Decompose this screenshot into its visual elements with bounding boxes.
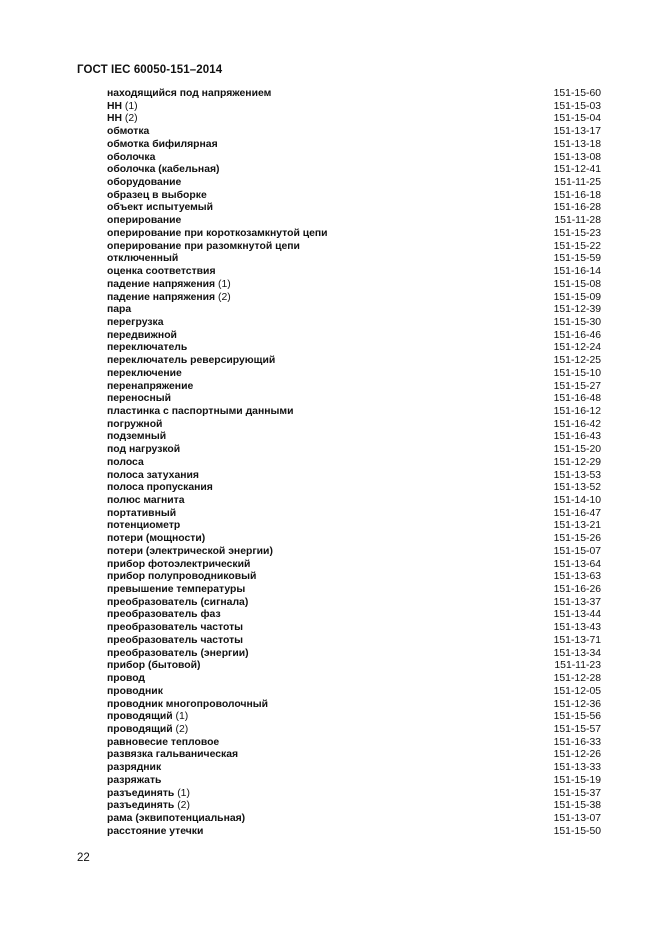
index-term <box>107 813 245 826</box>
index-entry <box>107 533 601 546</box>
index-term <box>107 775 161 788</box>
index-entry <box>107 495 601 508</box>
term-code: 151-13-53 <box>553 469 601 481</box>
index-term <box>107 215 181 228</box>
term-code: 151-16-46 <box>553 329 601 341</box>
term-code: 151-13-34 <box>553 647 601 659</box>
index-term <box>107 177 181 190</box>
term-text: портативный <box>107 507 177 519</box>
term-code: 151-11-25 <box>554 177 601 189</box>
index-term <box>107 317 164 330</box>
index-term <box>107 788 190 801</box>
term-text: разъединять <box>107 800 175 812</box>
term-text: преобразователь (энергии) <box>107 647 249 659</box>
index-entry <box>107 444 601 457</box>
term-code: 151-15-30 <box>553 316 601 328</box>
index-entry <box>107 355 601 368</box>
index-term <box>107 584 245 597</box>
term-text: потери (мощности) <box>107 533 206 545</box>
term-text: переключатель реверсирующий <box>107 355 276 367</box>
index-entry <box>107 342 601 355</box>
term-code: 151-12-24 <box>553 342 601 354</box>
index-term <box>107 190 207 203</box>
term-code: 151-16-28 <box>553 202 601 214</box>
index-term <box>107 724 188 737</box>
term-text: оперирование при разомкнутой цепи <box>107 240 300 252</box>
index-entry <box>107 559 601 572</box>
index-term <box>107 597 248 610</box>
term-text: прибор (бытовой) <box>107 660 201 672</box>
index-entry <box>107 419 601 432</box>
term-text: НН <box>107 113 123 125</box>
term-code: 151-16-43 <box>553 431 601 443</box>
index-entry <box>107 800 601 813</box>
index-entry <box>107 826 601 839</box>
index-term <box>107 228 328 241</box>
term-text: развязка гальваническая <box>107 749 239 761</box>
term-code: 151-15-59 <box>553 253 601 265</box>
term-code: 151-16-18 <box>553 189 601 201</box>
term-text: оперирование при короткозамкнутой цепи <box>107 227 328 239</box>
index-term <box>107 431 166 444</box>
index-term <box>107 330 177 343</box>
index-term <box>107 381 193 394</box>
term-code: 151-15-22 <box>553 240 601 252</box>
term-text: преобразователь частоты <box>107 622 244 634</box>
document-header: ГОСТ IEC 60050-151–2014 <box>77 64 223 76</box>
term-code: 151-14-10 <box>553 495 601 506</box>
term-text: находящийся под напряжением <box>107 88 272 99</box>
term-code: 151-16-48 <box>553 393 601 405</box>
index-term <box>107 457 144 470</box>
index-entry <box>107 330 601 343</box>
index-entry <box>107 139 601 152</box>
term-code: 151-12-26 <box>553 749 601 761</box>
term-code: 151-16-26 <box>553 584 601 596</box>
term-text: потенциометр <box>107 520 181 532</box>
index-term <box>107 648 249 661</box>
index-entry <box>107 215 601 228</box>
index-term <box>107 241 300 254</box>
term-text: НН <box>107 100 123 112</box>
term-text: равновесие тепловое <box>107 736 220 748</box>
index-entry <box>107 228 601 241</box>
index-entry <box>107 482 601 495</box>
term-code: 151-15-20 <box>553 444 601 456</box>
term-text: потери (электрической энергии) <box>107 545 273 557</box>
index-entry <box>107 381 601 394</box>
term-qualifier: (1) <box>124 100 138 112</box>
index-term <box>107 559 250 572</box>
term-qualifier: (2) <box>177 800 190 812</box>
term-text: полоса пропускания <box>107 482 213 494</box>
term-text: прибор полупроводниковый <box>107 571 257 583</box>
index-entry <box>107 266 601 279</box>
index-entry-list <box>107 88 601 838</box>
term-text: перегрузка <box>107 316 164 328</box>
term-code: 151-15-50 <box>553 825 601 837</box>
term-code: 151-16-47 <box>553 507 601 519</box>
index-entry <box>107 597 601 610</box>
index-term <box>107 126 149 139</box>
term-text: преобразователь (сигнала) <box>107 596 249 608</box>
term-text: передвижной <box>107 329 177 341</box>
term-text: переносный <box>107 393 171 405</box>
term-text: проводящий <box>107 711 173 723</box>
index-entry <box>107 317 601 330</box>
term-code: 151-15-57 <box>553 723 601 735</box>
term-code: 151-15-04 <box>553 113 601 125</box>
term-text: падение напряжения <box>107 278 216 290</box>
term-code: 151-15-07 <box>553 545 601 557</box>
index-entry <box>107 88 601 101</box>
term-text: оценка соответствия <box>107 266 216 278</box>
index-entry <box>107 749 601 762</box>
term-text: погружной <box>107 418 163 430</box>
index-entry <box>107 126 601 139</box>
term-text: оборудование <box>107 177 182 189</box>
index-term <box>107 101 138 114</box>
page-number: 22 <box>77 852 90 864</box>
term-code: 151-15-60 <box>553 88 601 99</box>
term-code: 151-13-63 <box>553 571 601 583</box>
term-text: оболочка <box>107 151 156 163</box>
term-code: 151-13-07 <box>553 812 601 824</box>
term-text: оперирование <box>107 215 182 227</box>
term-code: 151-16-14 <box>553 266 601 278</box>
term-code: 151-13-21 <box>553 520 601 532</box>
index-entry <box>107 190 601 203</box>
index-entry <box>107 520 601 533</box>
index-term <box>107 164 220 177</box>
term-code: 151-12-36 <box>553 698 601 710</box>
index-term <box>107 495 185 508</box>
index-term <box>107 673 145 686</box>
index-term <box>107 571 256 584</box>
term-code: 151-13-18 <box>553 138 601 150</box>
term-text: проводник многопроволочный <box>107 698 269 710</box>
term-code: 151-15-38 <box>553 800 601 812</box>
index-entry <box>107 660 601 673</box>
term-text: переключатель <box>107 342 188 354</box>
index-term <box>107 686 163 699</box>
term-text: переключение <box>107 367 182 379</box>
term-code: 151-15-23 <box>553 227 601 239</box>
term-text: расстояние утечки <box>107 825 204 837</box>
index-term <box>107 711 188 724</box>
index-term <box>107 304 131 317</box>
term-text: проводник <box>107 685 163 697</box>
term-code: 151-13-08 <box>553 151 601 163</box>
term-code: 151-11-28 <box>554 215 601 227</box>
term-code: 151-13-43 <box>553 622 601 634</box>
term-text: преобразователь частоты <box>107 634 244 646</box>
index-term <box>107 342 187 355</box>
term-text: подземный <box>107 431 167 443</box>
term-code: 151-16-33 <box>553 736 601 748</box>
index-entry <box>107 813 601 826</box>
index-term <box>107 635 243 648</box>
term-text: полоса затухания <box>107 469 199 481</box>
index-entry <box>107 775 601 788</box>
index-entry <box>107 202 601 215</box>
index-term <box>107 482 213 495</box>
term-code: 151-15-37 <box>553 787 601 799</box>
term-text: превышение температуры <box>107 584 246 596</box>
index-term <box>107 546 273 559</box>
term-code: 151-13-52 <box>553 482 601 494</box>
term-text: отключенный <box>107 253 179 265</box>
index-entry <box>107 648 601 661</box>
term-text: образец в выборке <box>107 189 207 201</box>
index-entry <box>107 164 601 177</box>
index-entry <box>107 406 601 419</box>
index-term <box>107 737 219 750</box>
term-text: полюс магнита <box>107 495 185 506</box>
term-text: полоса <box>107 456 144 468</box>
term-code: 151-13-71 <box>553 634 601 646</box>
index-term <box>107 406 293 419</box>
index-term <box>107 520 180 533</box>
term-text: обмотка бифилярная <box>107 138 218 150</box>
index-entry <box>107 571 601 584</box>
term-text: разъединять <box>107 787 175 799</box>
term-code: 151-11-23 <box>554 660 601 672</box>
index-term <box>107 368 182 381</box>
term-text: падение напряжения <box>107 291 216 303</box>
index-entry <box>107 177 601 190</box>
index-entry <box>107 508 601 521</box>
index-term <box>107 533 205 546</box>
index-term <box>107 279 231 292</box>
term-code: 151-12-05 <box>553 685 601 697</box>
term-qualifier: (1) <box>218 278 231 290</box>
index-entry <box>107 253 601 266</box>
term-code: 151-15-56 <box>553 711 601 723</box>
index-term <box>107 292 231 305</box>
term-text: разрядник <box>107 762 162 774</box>
index-entry <box>107 788 601 801</box>
term-code: 151-16-12 <box>553 405 601 417</box>
index-term <box>107 88 271 101</box>
index-term <box>107 699 268 712</box>
index-term <box>107 266 216 279</box>
index-term <box>107 660 201 673</box>
term-code: 151-13-64 <box>553 558 601 570</box>
term-qualifier: (2) <box>124 113 138 125</box>
index-entry <box>107 686 601 699</box>
index-term <box>107 800 190 813</box>
term-code: 151-15-26 <box>553 533 601 545</box>
index-term <box>107 393 171 406</box>
term-code: 151-13-17 <box>553 126 601 138</box>
term-code: 151-12-39 <box>553 304 601 316</box>
index-term <box>107 609 221 622</box>
index-term <box>107 253 178 266</box>
term-qualifier: (2) <box>218 291 231 303</box>
term-qualifier: (1) <box>177 787 190 799</box>
index-entry <box>107 152 601 165</box>
term-text: проводящий <box>107 723 173 735</box>
index-entry <box>107 609 601 622</box>
term-code: 151-15-08 <box>553 278 601 290</box>
index-entry <box>107 584 601 597</box>
term-code: 151-12-29 <box>553 456 601 468</box>
term-qualifier: (2) <box>175 723 189 735</box>
index-entry <box>107 292 601 305</box>
index-term <box>107 826 203 839</box>
term-code: 151-15-09 <box>553 291 601 303</box>
index-entry <box>107 241 601 254</box>
index-entry <box>107 457 601 470</box>
index-entry <box>107 431 601 444</box>
index-entry <box>107 393 601 406</box>
term-text: рама (эквипотенциальная) <box>107 812 246 824</box>
term-text: под нагрузкой <box>107 444 181 456</box>
index-entry <box>107 762 601 775</box>
index-term <box>107 762 161 775</box>
index-term <box>107 355 275 368</box>
index-entry <box>107 546 601 559</box>
term-code: 151-15-19 <box>553 774 601 786</box>
term-code: 151-15-10 <box>553 367 601 379</box>
index-term <box>107 444 180 457</box>
index-entry <box>107 622 601 635</box>
index-term <box>107 419 162 432</box>
term-text: перенапряжение <box>107 380 194 392</box>
term-text: преобразователь фаз <box>107 609 221 621</box>
term-text: обмотка <box>107 126 150 138</box>
term-text: провод <box>107 673 146 685</box>
term-code: 151-15-03 <box>553 100 601 112</box>
index-entry <box>107 101 601 114</box>
index-entry <box>107 635 601 648</box>
index-term <box>107 508 176 521</box>
term-code: 151-12-25 <box>553 355 601 367</box>
index-entry <box>107 470 601 483</box>
index-entry <box>107 724 601 737</box>
index-term <box>107 113 138 126</box>
index-entry <box>107 699 601 712</box>
index-term <box>107 749 238 762</box>
term-qualifier: (1) <box>175 711 189 723</box>
index-entry <box>107 279 601 292</box>
term-text: разряжать <box>107 774 162 786</box>
index-entry <box>107 711 601 724</box>
term-text: пластинка с паспортными данными <box>107 405 294 417</box>
index-entry <box>107 113 601 126</box>
index-term <box>107 622 243 635</box>
term-text: пара <box>107 304 132 316</box>
term-code: 151-15-27 <box>553 380 601 392</box>
index-entry <box>107 368 601 381</box>
index-term <box>107 152 155 165</box>
term-code: 151-13-33 <box>553 762 601 774</box>
term-code: 151-16-42 <box>553 418 601 430</box>
term-text: объект испытуемый <box>107 202 214 214</box>
index-term <box>107 202 213 215</box>
index-entry <box>107 673 601 686</box>
term-text: прибор фотоэлектрический <box>107 558 251 570</box>
term-code: 151-13-37 <box>553 596 601 608</box>
index-entry <box>107 304 601 317</box>
term-code: 151-12-28 <box>553 673 601 685</box>
index-entry <box>107 737 601 750</box>
term-code: 151-13-44 <box>553 609 601 621</box>
index-term <box>107 470 199 483</box>
index-term <box>107 139 218 152</box>
term-text: оболочка (кабельная) <box>107 164 220 176</box>
term-code: 151-12-41 <box>553 164 601 176</box>
